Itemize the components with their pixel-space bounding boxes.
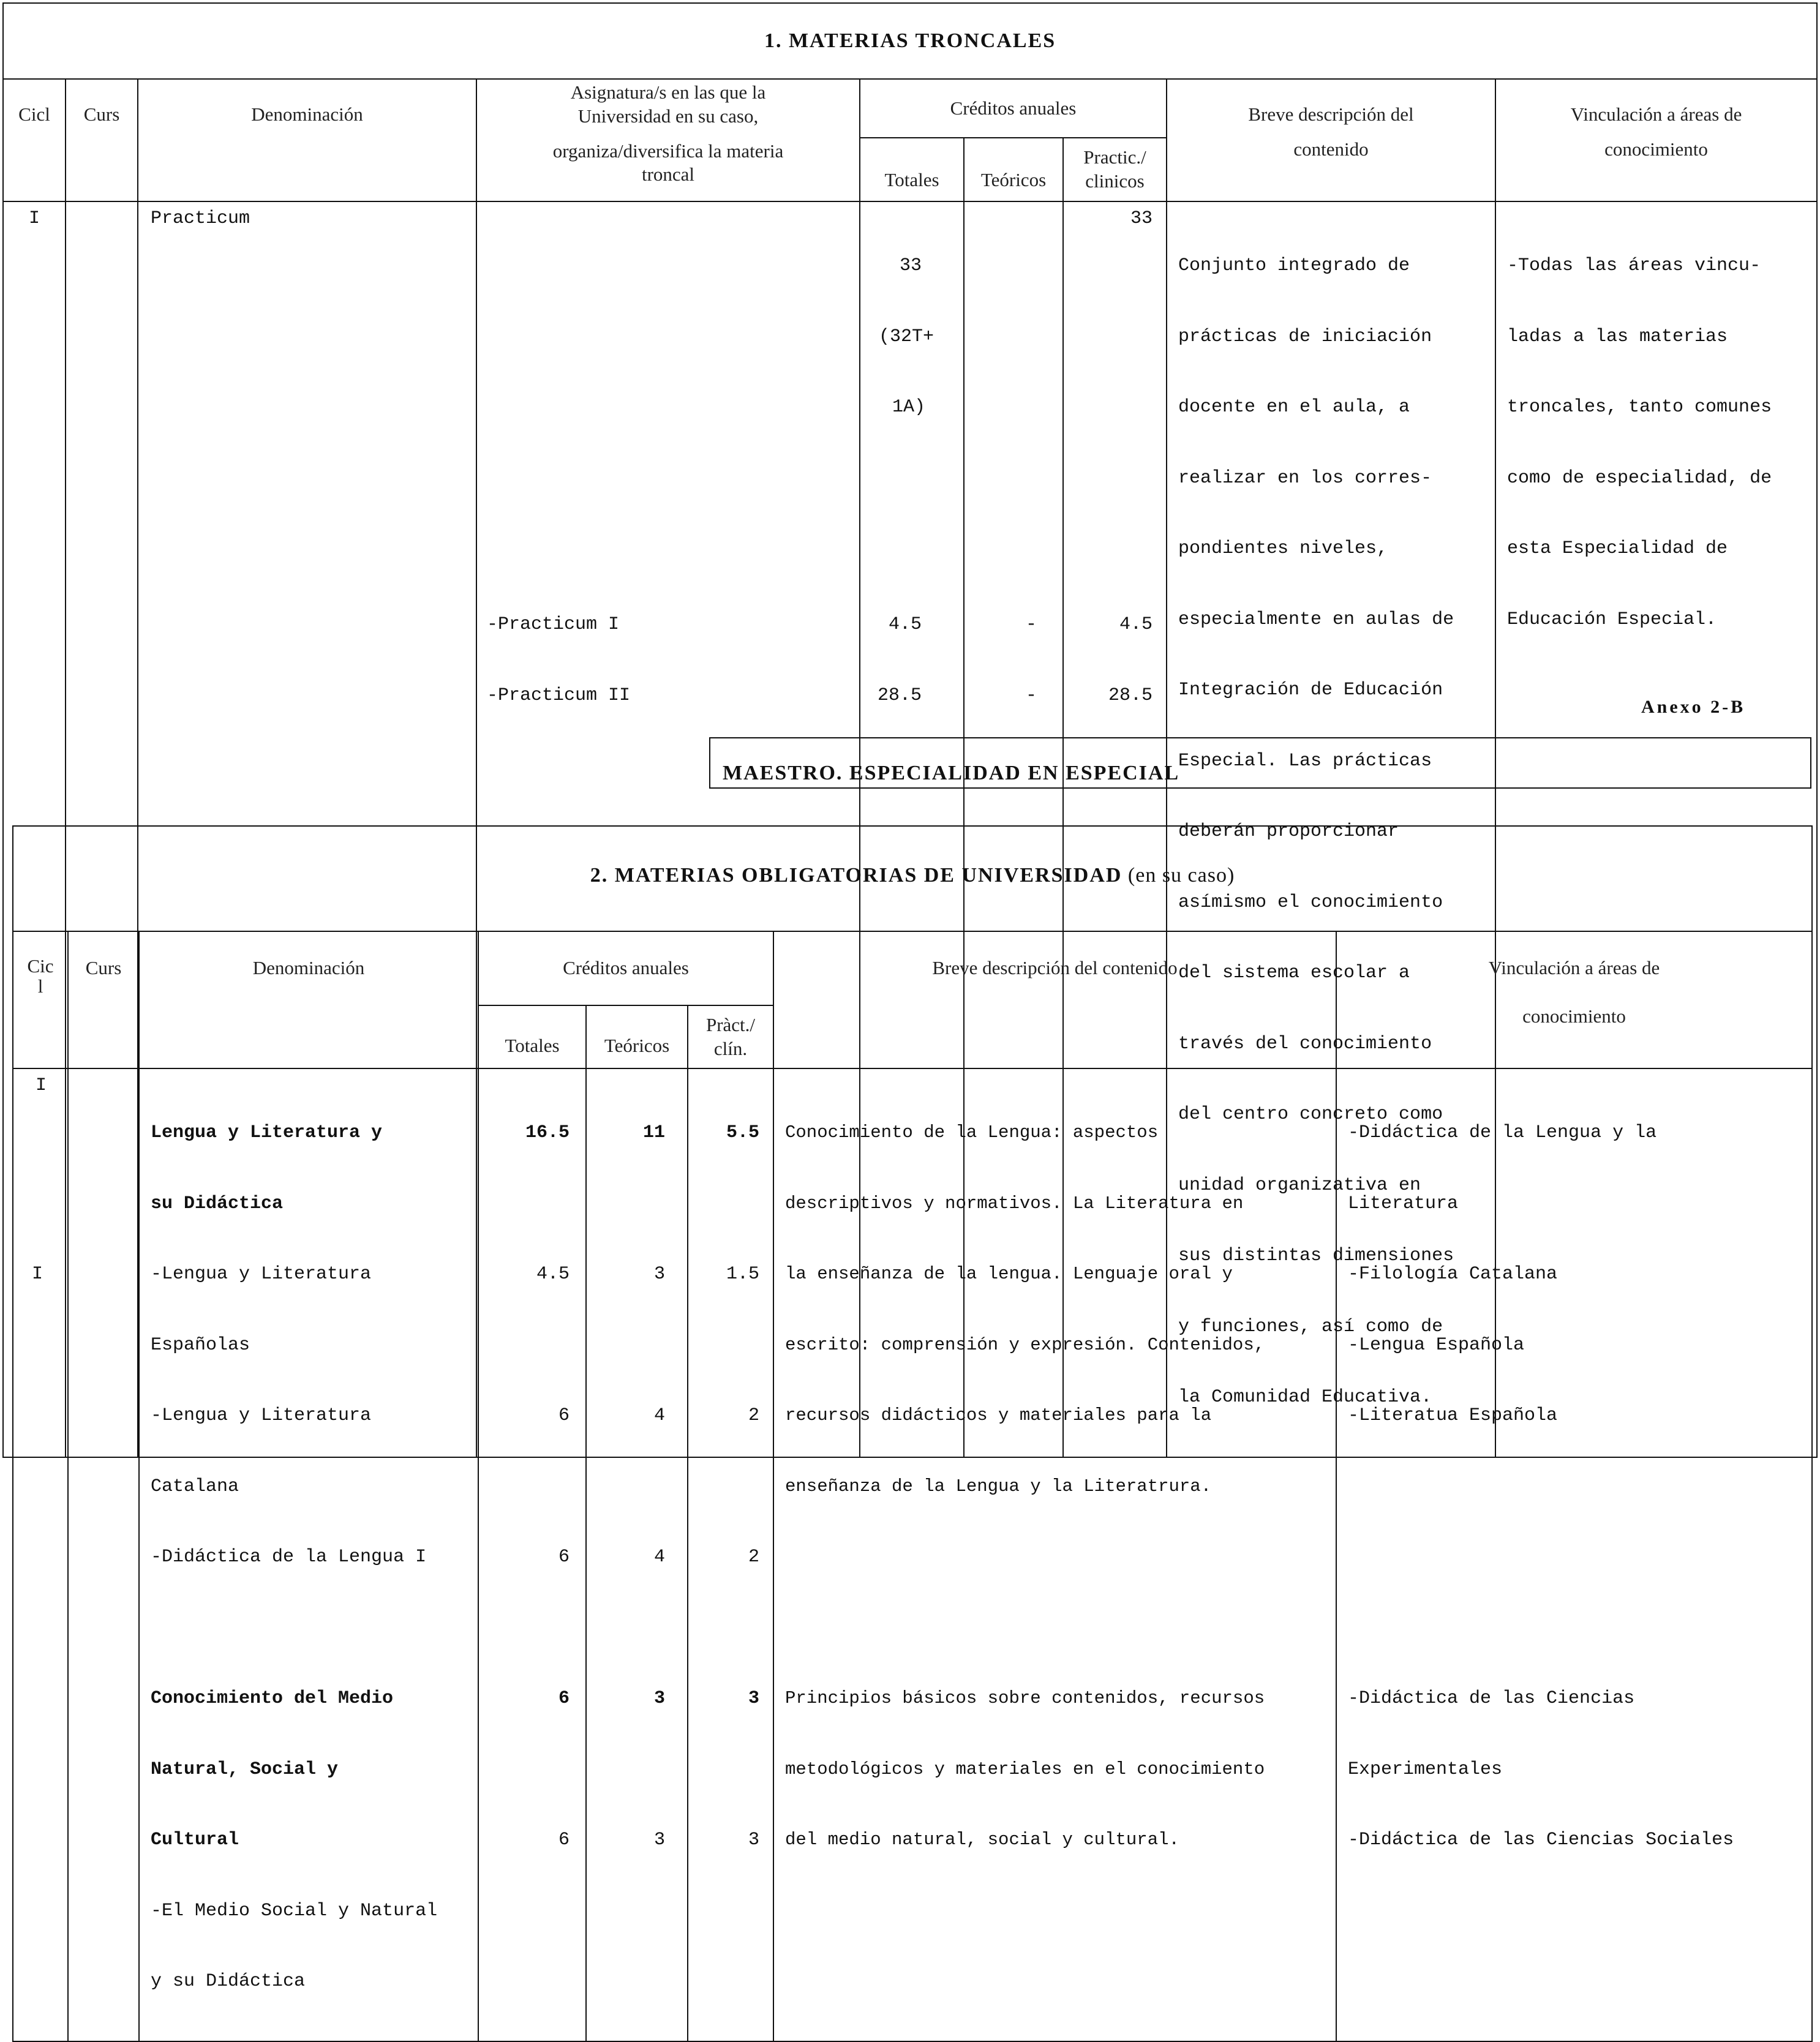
- vinculacion-line: Experimentales: [1348, 1759, 1503, 1780]
- header-vinculacion-line: conocimiento: [1522, 1005, 1626, 1027]
- vinculacion-line: troncales, tanto comunes: [1507, 397, 1772, 418]
- vinculacion-line: Educación Especial.: [1507, 609, 1717, 630]
- denominacion-cell: Practicum: [138, 201, 476, 1457]
- descripcion-line: sus distintas dimensiones: [1178, 1245, 1454, 1266]
- spacer: [587, 1616, 665, 1640]
- vinculacion-line: -Filología Catalana: [1348, 1264, 1558, 1285]
- header-asignatura-line: troncal: [641, 163, 695, 186]
- descripcion-line: deberán proporcionar: [1178, 821, 1399, 842]
- header-ciclo-line: l: [37, 975, 43, 997]
- descripcion-line: prácticas de iniciación: [1178, 326, 1432, 347]
- teoricos-value: -: [1025, 685, 1037, 706]
- descripcion-line: Conjunto integrado de: [1178, 255, 1410, 276]
- vinculacion-line: ladas a las materias: [1507, 326, 1728, 347]
- practicos-value: 5.5: [726, 1122, 759, 1143]
- subject-item: Catalana: [151, 1476, 239, 1497]
- descripcion-line: docente en el aula, a: [1178, 397, 1410, 418]
- spacer: [785, 1545, 1336, 1569]
- totales-value: [479, 1475, 570, 1499]
- subject-item: y su Didáctica: [151, 1971, 306, 1992]
- teoricos-value: 11: [642, 1122, 665, 1143]
- totales-value: 16.5: [525, 1122, 570, 1143]
- subject-item: Españolas: [151, 1334, 250, 1356]
- vinculacion-line: como de especialidad, de: [1507, 467, 1772, 489]
- header-ciclo: [13, 931, 68, 1068]
- practicos-value: 3: [748, 1688, 759, 1709]
- practicos-value: 28.5: [1108, 685, 1153, 706]
- vinculacion-line: -Lengua Española: [1348, 1334, 1525, 1356]
- header-curso: Curs: [66, 79, 138, 201]
- materias-obligatorias-table: [12, 825, 1813, 2042]
- header-curso: Curs: [68, 931, 139, 1068]
- header-denominacion: Denominación: [139, 931, 478, 1068]
- practicos-value: 3: [748, 1830, 759, 1850]
- header-asignatura-line: organiza/diversifica la materia: [552, 140, 784, 162]
- practicos-value: 1.5: [726, 1264, 759, 1285]
- subject-item: -Lengua y Literatura: [151, 1264, 372, 1285]
- practicos-value: 2: [748, 1547, 759, 1567]
- ciclo-value: I: [32, 1264, 43, 1285]
- descripcion-line: Principios básicos sobre contenidos, recursos: [785, 1688, 1265, 1708]
- header-descripcion-line: contenido: [1293, 138, 1369, 160]
- descripcion-line: Conocimiento de la Lengua: aspectos: [785, 1122, 1159, 1143]
- header-vinculacion-line: Vinculación a áreas de: [1488, 957, 1660, 978]
- header-descripcion-line: Breve descripción del: [1248, 103, 1414, 125]
- vinculacion-line: -Didáctica de las Ciencias: [1348, 1688, 1635, 1709]
- descripcion-line: unidad organizativa en: [1178, 1174, 1421, 1196]
- teoricos-value: [587, 1475, 665, 1499]
- asignatura-item: -Practicum I: [487, 614, 620, 635]
- subject-title: Cultural: [151, 1830, 239, 1850]
- descripcion-line: descriptivos y normativos. La Literatura en: [785, 1193, 1244, 1214]
- header-practicos-line: clinicos: [1085, 170, 1145, 192]
- table2-title-main: 2. MATERIAS OBLIGATORIAS DE UNIVERSIDAD: [590, 864, 1122, 887]
- teoricos-value: 4: [653, 1405, 665, 1426]
- header-creditos-anuales: Créditos anuales: [860, 79, 1167, 138]
- curso-cell: [68, 1068, 139, 2041]
- header-teoricos: Teóricos: [586, 1005, 688, 1068]
- spacer: [479, 1616, 570, 1640]
- vinculacion-line: -Didáctica de las Ciencias Sociales: [1348, 1830, 1734, 1850]
- spacer: [688, 1616, 759, 1640]
- header-practicos: [1063, 138, 1167, 201]
- header-practicos-line: Practic./: [1083, 146, 1146, 168]
- spacer: [1348, 1616, 1811, 1640]
- ciclo-cell: I: [3, 201, 66, 1457]
- ciclo-cell: [13, 1068, 68, 2041]
- vinculacion-line: -Didáctica de la Lengua y la: [1348, 1122, 1657, 1143]
- teoricos-value: [587, 1758, 665, 1782]
- descripcion-line: Especial. Las prácticas: [1178, 750, 1432, 771]
- descripcion-line: Integración de Educación: [1178, 680, 1443, 700]
- totales-value: 6: [558, 1547, 570, 1567]
- descripcion-line: especialmente en aulas de: [1178, 609, 1454, 630]
- table2-title-suffix: (en su caso): [1122, 864, 1235, 887]
- practicos-value: [688, 1192, 759, 1216]
- teoricos-value: [587, 1192, 665, 1216]
- totales-value: 1A): [892, 397, 925, 418]
- totales-value: [479, 1334, 570, 1357]
- teoricos-value: 4: [653, 1547, 665, 1567]
- asignatura-item: -Practicum II: [487, 685, 631, 706]
- header-totales: Totales: [478, 1005, 586, 1068]
- header-descripcion: Breve descripción del contenido: [773, 931, 1336, 1068]
- descripcion-line: metodológicos y materiales en el conocimiento: [785, 1759, 1265, 1779]
- subject-title: Conocimiento del Medio: [151, 1688, 394, 1709]
- descripcion-line: pondientes niveles,: [1178, 538, 1388, 559]
- subject-title: su Didáctica: [151, 1193, 284, 1214]
- header-asignatura: [476, 79, 860, 201]
- teoricos-value: [587, 1334, 665, 1357]
- descripcion-line: la enseñanza de la lengua. Lenguaje oral y: [785, 1264, 1233, 1284]
- table2-title: [13, 826, 1812, 931]
- practicos-value: 33: [1130, 208, 1153, 229]
- teoricos-value: 3: [653, 1688, 665, 1709]
- vinculacion-line: -Todas las áreas vincu-: [1507, 255, 1761, 276]
- subject-item: -Lengua y Literatura: [151, 1405, 372, 1426]
- descripcion-line: recursos didácticos y materiales para la: [785, 1405, 1212, 1425]
- descripcion-line: del centro concreto como: [1178, 1104, 1443, 1125]
- header-practicos-line: Pràct./: [705, 1013, 756, 1035]
- totales-value: [479, 1758, 570, 1782]
- spacer: [1348, 1545, 1811, 1569]
- header-practicos-line: clín.: [713, 1037, 748, 1059]
- totales-cell: [478, 1068, 586, 2041]
- totales-value: [479, 1192, 570, 1216]
- header-practicos: [688, 1005, 773, 1068]
- totales-value: 33: [899, 255, 922, 276]
- header-ciclo: Cicl: [3, 79, 66, 201]
- descripcion-line: asímismo el conocimiento: [1178, 891, 1443, 913]
- header-vinculacion-line: Vinculación a áreas de: [1570, 103, 1742, 125]
- header-asignatura-line: Asignatura/s en las que la: [570, 81, 766, 103]
- totales-value: 6: [558, 1405, 570, 1426]
- practicos-cell: [688, 1068, 773, 2041]
- header-ciclo-line: Cic: [27, 955, 54, 977]
- table1-title: 1. MATERIAS TRONCALES: [3, 3, 1817, 79]
- teoricos-value: 3: [653, 1264, 665, 1285]
- header-denominacion: Denominación: [138, 79, 476, 201]
- spacer: [785, 1616, 1336, 1640]
- header-totales: Totales: [860, 138, 964, 201]
- subject-title: Natural, Social y: [151, 1759, 339, 1780]
- ciclo-value: I: [36, 1075, 47, 1096]
- descripcion-line: realizar en los corres-: [1178, 467, 1432, 489]
- denominacion-cell: [139, 1068, 478, 2041]
- vinculacion-line: Literatura: [1348, 1193, 1459, 1214]
- spacer: [151, 1616, 478, 1640]
- spacer: [1348, 1475, 1811, 1499]
- practicos-value: [688, 1758, 759, 1782]
- totales-value: (32T+: [878, 326, 934, 347]
- header-vinculacion: [1336, 931, 1812, 1068]
- descripcion-cell: [773, 1068, 1336, 2041]
- totales-value: 28.5: [877, 685, 922, 706]
- header-teoricos: Teóricos: [964, 138, 1063, 201]
- descripcion-line: escrito: comprensión y expresión. Contenidos,: [785, 1334, 1265, 1355]
- subject-item: -El Medio Social y Natural: [151, 1900, 438, 1921]
- practicos-value: 2: [748, 1405, 759, 1426]
- subject-title: Lengua y Literatura y: [151, 1122, 383, 1143]
- practicos-value: [688, 1475, 759, 1499]
- header-asignatura-line: Universidad en su caso,: [577, 105, 759, 127]
- practicos-value: 4.5: [1119, 614, 1153, 635]
- totales-value: 6: [558, 1830, 570, 1850]
- descripcion-line: del medio natural, social y cultural.: [785, 1830, 1179, 1850]
- header-descripcion: [1167, 79, 1495, 201]
- practicos-value: [688, 1334, 759, 1357]
- descripcion-line: la Comunidad Educativa.: [1178, 1387, 1432, 1408]
- totales-value: 6: [558, 1688, 570, 1709]
- vinculacion-cell: [1336, 1068, 1812, 2041]
- subject-item: -Didáctica de la Lengua I: [151, 1547, 427, 1567]
- header-creditos-anuales: Créditos anuales: [478, 931, 773, 1005]
- descripcion-line: y funciones, así como de: [1178, 1316, 1443, 1337]
- specialty-title: MAESTRO. ESPECIALIDAD EN ESPECIAL: [723, 762, 1180, 784]
- vinculacion-line: -Literatua Española: [1348, 1405, 1558, 1426]
- header-vinculacion-line: conocimiento: [1604, 138, 1708, 160]
- teoricos-cell: [586, 1068, 688, 2041]
- specialty-header-box: [709, 737, 1811, 789]
- descripcion-line: través del conocimiento: [1178, 1033, 1432, 1054]
- teoricos-value: -: [1025, 614, 1037, 635]
- header-vinculacion: [1495, 79, 1817, 201]
- teoricos-value: 3: [653, 1830, 665, 1850]
- descripcion-line: del sistema escolar a: [1178, 963, 1410, 983]
- vinculacion-line: esta Especialidad de: [1507, 538, 1728, 559]
- anexo-label: Anexo 2-B: [1641, 697, 1746, 717]
- descripcion-line: enseñanza de la Lengua y la Literatrura.: [785, 1476, 1212, 1496]
- totales-value: 4.5: [888, 614, 922, 635]
- totales-value: 4.5: [536, 1264, 570, 1285]
